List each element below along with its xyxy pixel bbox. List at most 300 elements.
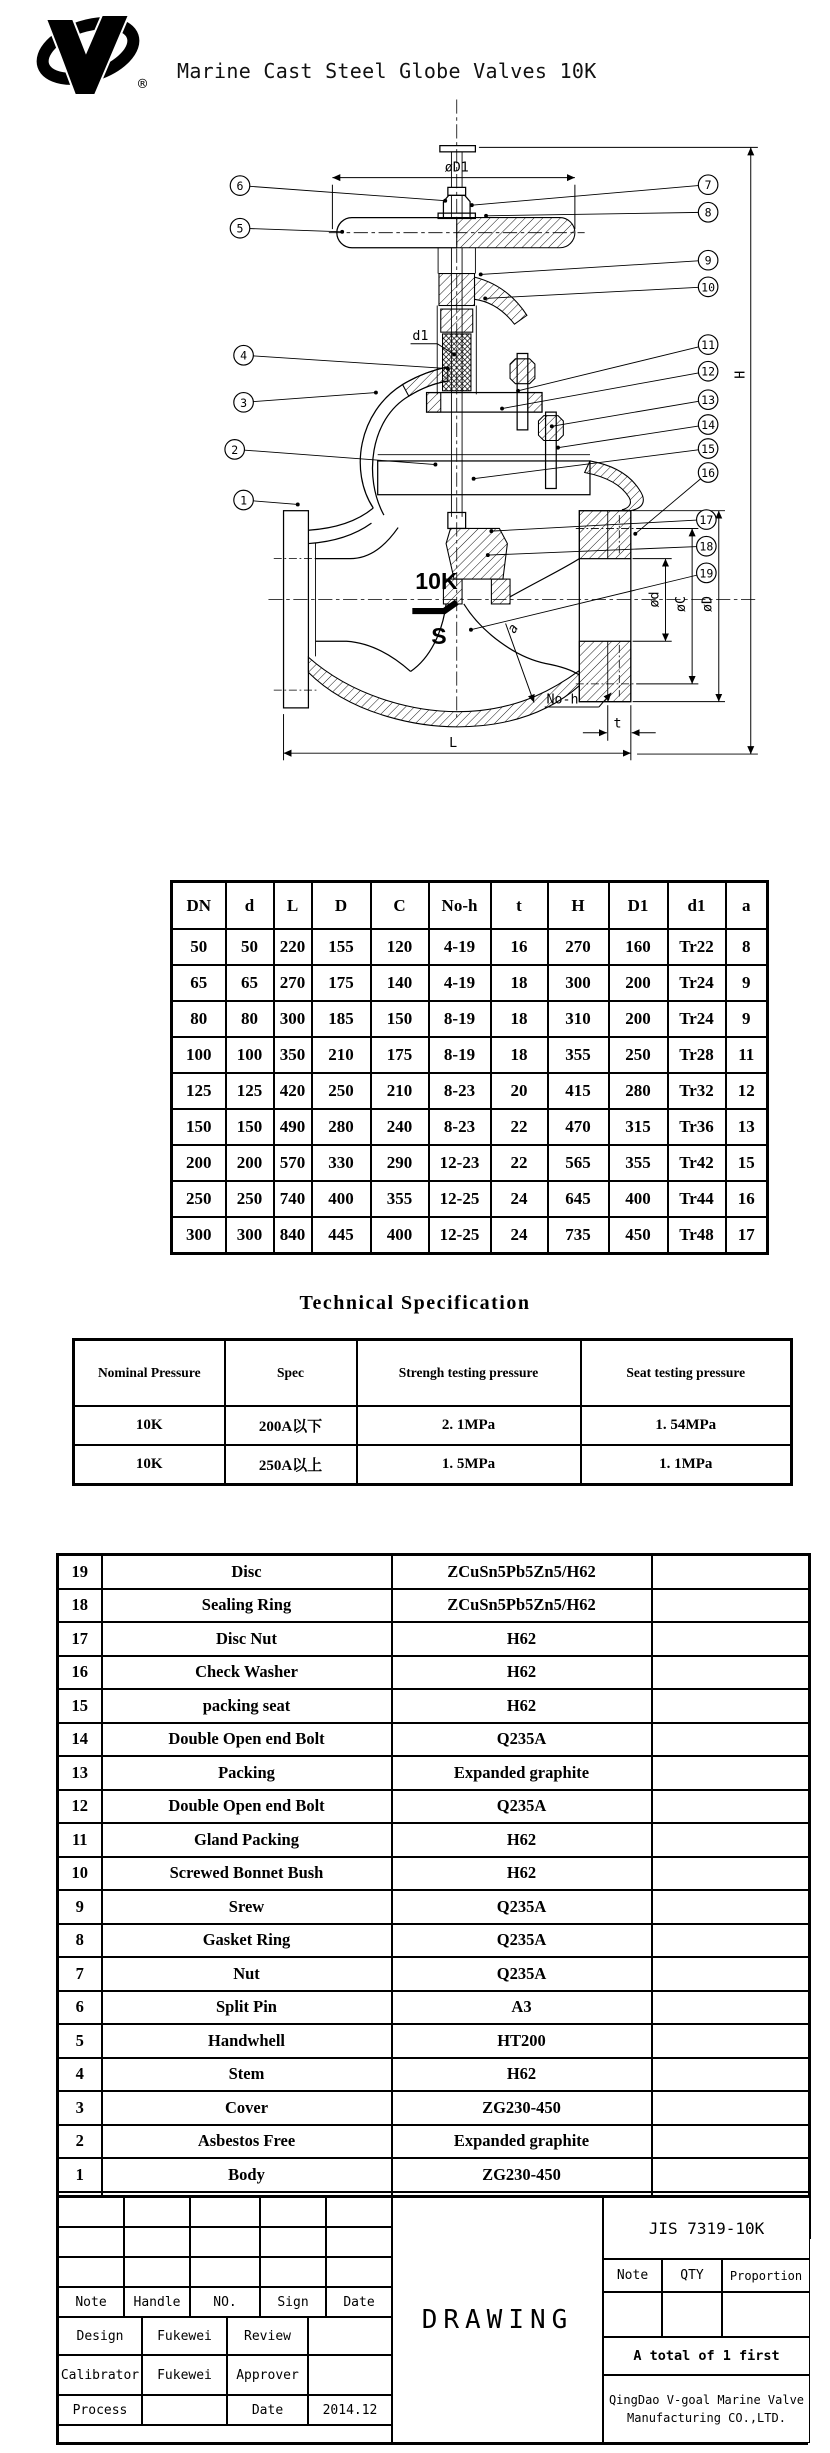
table-row xyxy=(58,1589,810,1623)
table-cell xyxy=(652,2125,810,2159)
table-cell: Tr48 xyxy=(668,1217,726,1254)
table-cell xyxy=(652,1957,810,1991)
svg-text:12: 12 xyxy=(701,364,716,379)
callout-11 xyxy=(698,335,718,355)
table-cell: d1 xyxy=(668,882,726,930)
table-cell: 840 xyxy=(274,1217,312,1254)
table-cell: 200 xyxy=(226,1145,274,1181)
table-cell: a xyxy=(726,882,768,930)
table-cell xyxy=(652,2058,810,2092)
table-cell: 420 xyxy=(274,1073,312,1109)
table-cell: ZCuSn5Pb5Zn5/H62 xyxy=(392,1555,652,1589)
table-row xyxy=(74,1445,792,1485)
table-cell: H xyxy=(548,882,609,930)
table-row xyxy=(58,1756,810,1790)
table-cell: 155 xyxy=(312,929,371,965)
table-cell: 490 xyxy=(274,1109,312,1145)
table-cell: 50 xyxy=(172,929,226,965)
table-cell: 80 xyxy=(226,1001,274,1037)
table-cell: 175 xyxy=(312,965,371,1001)
table-cell: 250 xyxy=(609,1037,668,1073)
callout-15 xyxy=(698,439,718,459)
table-cell: 4 xyxy=(58,2058,102,2092)
table-cell xyxy=(652,1555,810,1589)
empty-cell xyxy=(308,2317,392,2355)
table-cell: 200 xyxy=(172,1145,226,1181)
dim-label-t: t xyxy=(613,716,622,732)
table-cell: C xyxy=(371,882,429,930)
empty-cell xyxy=(190,2257,260,2287)
empty-cell xyxy=(603,2292,662,2337)
table-cell: 470 xyxy=(548,1109,609,1145)
table-cell: 150 xyxy=(226,1109,274,1145)
table-cell: 350 xyxy=(274,1037,312,1073)
table-cell: 3 xyxy=(58,2091,102,2125)
table-cell: 65 xyxy=(226,965,274,1001)
table-cell: 200 xyxy=(609,965,668,1001)
table-cell: 18 xyxy=(491,965,548,1001)
callout-13 xyxy=(698,390,718,410)
empty-cell xyxy=(58,2425,392,2443)
table-cell: H62 xyxy=(392,1823,652,1857)
table-cell: No-h xyxy=(429,882,491,930)
table-row xyxy=(58,1857,810,1891)
design-label: Design xyxy=(58,2317,142,2355)
dimension-table-header xyxy=(172,882,768,930)
table-cell xyxy=(652,1589,810,1623)
empty-cell xyxy=(58,2197,124,2227)
table-cell: 17 xyxy=(726,1217,768,1254)
table-cell xyxy=(652,1756,810,1790)
table-cell: Q235A xyxy=(392,1790,652,1824)
svg-text:9: 9 xyxy=(704,253,712,268)
table-cell: Packing xyxy=(102,1756,392,1790)
svg-text:8: 8 xyxy=(704,205,712,220)
table-cell: 300 xyxy=(274,1001,312,1037)
table-cell: 50 xyxy=(226,929,274,965)
table-cell: Spec xyxy=(225,1340,357,1407)
table-cell: 250 xyxy=(312,1073,371,1109)
table-cell: Tr22 xyxy=(668,929,726,965)
table-cell: Strengh testing pressure xyxy=(357,1340,581,1407)
table-cell: Srew xyxy=(102,1890,392,1924)
callout-8 xyxy=(698,202,718,222)
table-cell: 24 xyxy=(491,1181,548,1217)
table-row xyxy=(74,1406,792,1445)
check-washer xyxy=(440,146,476,152)
table-cell: 565 xyxy=(548,1145,609,1181)
handle-label: Handle xyxy=(124,2287,190,2317)
table-row xyxy=(58,1924,810,1958)
table-cell: ZG230-450 xyxy=(392,2091,652,2125)
review-label: Review xyxy=(227,2317,308,2355)
table-cell: Expanded graphite xyxy=(392,1756,652,1790)
callout-17 xyxy=(697,510,717,530)
empty-cell xyxy=(260,2227,326,2257)
table-cell: 240 xyxy=(371,1109,429,1145)
table-cell: Disc xyxy=(102,1555,392,1589)
table-row xyxy=(58,1991,810,2025)
callout-2 xyxy=(225,440,245,460)
table-row xyxy=(58,1622,810,1656)
table-cell xyxy=(652,2024,810,2058)
table-cell: Body xyxy=(102,2158,392,2192)
table-cell: 150 xyxy=(172,1109,226,1145)
table-cell: Split Pin xyxy=(102,1991,392,2025)
screwed-bonnet-bush xyxy=(439,274,475,306)
table-cell: 5 xyxy=(58,2024,102,2058)
table-cell: 19 xyxy=(58,1555,102,1589)
svg-text:10: 10 xyxy=(701,280,716,295)
table-cell: 9 xyxy=(726,1001,768,1037)
table-cell: 125 xyxy=(226,1073,274,1109)
table-cell: 125 xyxy=(172,1073,226,1109)
table-cell: Handwhell xyxy=(102,2024,392,2058)
table-cell: Tr42 xyxy=(668,1145,726,1181)
table-cell: 250 xyxy=(172,1181,226,1217)
table-cell xyxy=(652,1823,810,1857)
table-cell: 1. 1MPa xyxy=(581,1445,792,1485)
table-cell: 400 xyxy=(371,1217,429,1254)
table-cell: 270 xyxy=(274,965,312,1001)
company-name xyxy=(603,2375,810,2443)
table-cell: 10K xyxy=(74,1406,225,1445)
page-title: Marine Cast Steel Globe Valves 10K xyxy=(177,59,597,83)
date-label: Date xyxy=(326,2287,392,2317)
note2-label: Note xyxy=(603,2259,662,2292)
empty-cell xyxy=(326,2257,392,2287)
empty-cell xyxy=(326,2227,392,2257)
table-cell: 17 xyxy=(58,1622,102,1656)
table-cell: Seat testing pressure xyxy=(581,1340,792,1407)
table-cell xyxy=(652,1890,810,1924)
table-row xyxy=(58,1555,810,1589)
empty-cell xyxy=(190,2197,260,2227)
table-row xyxy=(58,2091,810,2125)
table-cell: 740 xyxy=(274,1181,312,1217)
table-cell: 355 xyxy=(548,1037,609,1073)
table-cell: Check Washer xyxy=(102,1656,392,1690)
table-row xyxy=(172,1217,768,1254)
table-row xyxy=(172,1037,768,1073)
table-cell: 355 xyxy=(609,1145,668,1181)
table-cell: Q235A xyxy=(392,1924,652,1958)
table-cell: Q235A xyxy=(392,1723,652,1757)
table-cell: Stem xyxy=(102,2058,392,2092)
table-cell: 270 xyxy=(548,929,609,965)
dim-label-Dflange: øD xyxy=(700,595,716,612)
tech-spec-header xyxy=(74,1340,792,1407)
dim-label-D1: øD1 xyxy=(444,160,469,176)
dim-label-d: ød xyxy=(647,591,663,608)
table-cell: Expanded graphite xyxy=(392,2125,652,2159)
svg-text:7: 7 xyxy=(704,178,712,193)
table-cell: A3 xyxy=(392,1991,652,2025)
vgoal-logo-icon xyxy=(16,5,176,100)
table-cell: 645 xyxy=(548,1181,609,1217)
tech-spec-table xyxy=(72,1338,793,1486)
svg-text:11: 11 xyxy=(701,338,716,353)
sheet-total: A total of 1 first xyxy=(603,2337,810,2375)
rating-10K: 10K xyxy=(415,567,458,594)
table-cell: 8-23 xyxy=(429,1073,491,1109)
table-row xyxy=(58,1890,810,1924)
table-row xyxy=(58,1689,810,1723)
svg-text:13: 13 xyxy=(701,393,716,408)
table-cell: 330 xyxy=(312,1145,371,1181)
table-cell: Q235A xyxy=(392,1890,652,1924)
table-cell: Gasket Ring xyxy=(102,1924,392,1958)
table-cell: 13 xyxy=(58,1756,102,1790)
table-cell: 200A以下 xyxy=(225,1406,357,1445)
table-cell: 1 xyxy=(58,2158,102,2192)
table-cell: 735 xyxy=(548,1217,609,1254)
table-cell: Tr44 xyxy=(668,1181,726,1217)
table-cell: 210 xyxy=(371,1073,429,1109)
table-cell: 16 xyxy=(726,1181,768,1217)
flow-arrow xyxy=(412,602,456,611)
no-label: NO. xyxy=(190,2287,260,2317)
table-cell xyxy=(652,1622,810,1656)
table-cell: 12 xyxy=(726,1073,768,1109)
table-cell: 160 xyxy=(609,929,668,965)
table-cell: 445 xyxy=(312,1217,371,1254)
table-cell: 200 xyxy=(609,1001,668,1037)
table-cell: Double Open end Bolt xyxy=(102,1790,392,1824)
table-cell: 8-23 xyxy=(429,1109,491,1145)
svg-text:1: 1 xyxy=(240,493,248,508)
table-cell xyxy=(652,1689,810,1723)
table-cell: Tr32 xyxy=(668,1073,726,1109)
svg-text:18: 18 xyxy=(699,539,714,554)
table-cell xyxy=(652,1857,810,1891)
qty-label: QTY xyxy=(662,2259,722,2292)
company-line-2: Manufacturing CO.,LTD. xyxy=(627,2411,786,2425)
process-label: Process xyxy=(58,2395,142,2425)
table-cell: H62 xyxy=(392,1656,652,1690)
table-cell: Disc Nut xyxy=(102,1622,392,1656)
table-cell: 210 xyxy=(312,1037,371,1073)
table-cell xyxy=(652,1991,810,2025)
svg-text:5: 5 xyxy=(236,221,244,236)
table-cell: 22 xyxy=(491,1145,548,1181)
table-cell: 15 xyxy=(726,1145,768,1181)
empty-cell xyxy=(662,2292,722,2337)
table-row xyxy=(172,1181,768,1217)
outlet-flange xyxy=(576,511,635,702)
dim-label-No-h: No-h xyxy=(546,692,579,708)
title-block xyxy=(56,2195,808,2445)
empty-cell xyxy=(308,2355,392,2395)
svg-text:16: 16 xyxy=(701,465,716,480)
table-cell: 1. 5MPa xyxy=(357,1445,581,1485)
table-cell xyxy=(652,1790,810,1824)
dim-label-a: a xyxy=(504,621,522,637)
table-cell: 2 xyxy=(58,2125,102,2159)
callout-19 xyxy=(697,563,717,583)
table-cell: Nut xyxy=(102,1957,392,1991)
table-cell: Sealing Ring xyxy=(102,1589,392,1623)
sealing-ring xyxy=(491,579,510,604)
packing xyxy=(443,334,471,391)
table-cell: 310 xyxy=(548,1001,609,1037)
table-cell: ZG230-450 xyxy=(392,2158,652,2192)
table-cell: 13 xyxy=(726,1109,768,1145)
table-cell: 400 xyxy=(312,1181,371,1217)
table-cell: Asbestos Free xyxy=(102,2125,392,2159)
callout-6 xyxy=(230,176,250,196)
table-cell: Screwed Bonnet Bush xyxy=(102,1857,392,1891)
table-cell: 12-25 xyxy=(429,1217,491,1254)
empty-cell xyxy=(260,2257,326,2287)
approver-label: Approver xyxy=(227,2355,308,2395)
table-cell: 16 xyxy=(58,1656,102,1690)
table-cell: 290 xyxy=(371,1145,429,1181)
table-cell: H62 xyxy=(392,1857,652,1891)
table-cell: 280 xyxy=(609,1073,668,1109)
table-row xyxy=(58,1790,810,1824)
table-cell: 11 xyxy=(58,1823,102,1857)
table-cell: 450 xyxy=(609,1217,668,1254)
proportion-label: Proportion xyxy=(722,2259,810,2292)
table-cell: Nominal Pressure xyxy=(74,1340,225,1407)
table-cell: 140 xyxy=(371,965,429,1001)
table-cell: 100 xyxy=(226,1037,274,1073)
table-cell: 18 xyxy=(58,1589,102,1623)
table-row xyxy=(58,1823,810,1857)
table-cell: D xyxy=(312,882,371,930)
table-cell: 415 xyxy=(548,1073,609,1109)
svg-text:14: 14 xyxy=(701,417,716,432)
table-cell: 65 xyxy=(172,965,226,1001)
standard-number: JIS 7319-10K xyxy=(603,2197,810,2259)
table-cell: H62 xyxy=(392,1622,652,1656)
table-cell: Tr28 xyxy=(668,1037,726,1073)
parts-list-table xyxy=(56,1553,811,2239)
table-cell: 24 xyxy=(491,1217,548,1254)
valve-cross-section-drawing xyxy=(0,95,830,850)
table-cell: 300 xyxy=(226,1217,274,1254)
table-cell: H62 xyxy=(392,1689,652,1723)
table-cell xyxy=(652,1656,810,1690)
table-cell: DN xyxy=(172,882,226,930)
table-cell: 8-19 xyxy=(429,1001,491,1037)
table-cell: 20 xyxy=(491,1073,548,1109)
design-name: Fukewei xyxy=(142,2317,227,2355)
table-cell: 280 xyxy=(312,1109,371,1145)
callout-4 xyxy=(234,345,254,365)
table-cell: 8-19 xyxy=(429,1037,491,1073)
table-cell: 12 xyxy=(58,1790,102,1824)
table-cell: 9 xyxy=(726,965,768,1001)
table-cell: Tr24 xyxy=(668,1001,726,1037)
table-cell: 250A以上 xyxy=(225,1445,357,1485)
table-cell: 9 xyxy=(58,1890,102,1924)
table-cell: 6 xyxy=(58,1991,102,2025)
registered-mark: ® xyxy=(138,75,148,93)
table-cell: packing seat xyxy=(102,1689,392,1723)
empty-cell xyxy=(190,2227,260,2257)
empty-cell xyxy=(142,2395,227,2425)
callout-3 xyxy=(234,393,254,413)
svg-text:17: 17 xyxy=(699,513,714,528)
callout-10 xyxy=(698,277,718,297)
table-row xyxy=(58,2158,810,2192)
note-label: Note xyxy=(58,2287,124,2317)
table-row xyxy=(58,1723,810,1757)
table-cell: 15 xyxy=(58,1689,102,1723)
table-row xyxy=(172,929,768,965)
svg-text:2: 2 xyxy=(231,442,239,457)
table-cell: 18 xyxy=(491,1001,548,1037)
empty-cell xyxy=(260,2197,326,2227)
svg-text:6: 6 xyxy=(236,179,244,194)
callout-5 xyxy=(230,218,250,238)
table-cell: Tr24 xyxy=(668,965,726,1001)
table-cell: 12-23 xyxy=(429,1145,491,1181)
table-cell: 7 xyxy=(58,1957,102,1991)
table-cell: HT200 xyxy=(392,2024,652,2058)
table-cell: 8 xyxy=(58,1924,102,1958)
dim-label-d1: d1 xyxy=(412,329,429,345)
table-cell xyxy=(652,2091,810,2125)
callout-14 xyxy=(698,415,718,435)
table-cell: 4-19 xyxy=(429,965,491,1001)
calibrator-label: Calibrator xyxy=(58,2355,142,2395)
empty-cell xyxy=(124,2257,190,2287)
calibrator-name: Fukewei xyxy=(142,2355,227,2395)
table-cell: 12-25 xyxy=(429,1181,491,1217)
drawing-word: DRAWING xyxy=(421,2305,574,2335)
table-cell: 16 xyxy=(491,929,548,965)
svg-text:19: 19 xyxy=(699,566,714,581)
rating-S: S xyxy=(431,622,447,649)
dim-label-H: H xyxy=(733,370,749,379)
date-value: 2014.12 xyxy=(308,2395,392,2425)
table-cell: 315 xyxy=(609,1109,668,1145)
table-cell: Double Open end Bolt xyxy=(102,1723,392,1757)
callout-18 xyxy=(697,536,717,556)
table-row xyxy=(58,2058,810,2092)
empty-cell xyxy=(326,2197,392,2227)
table-cell xyxy=(652,2158,810,2192)
table-row xyxy=(58,1957,810,1991)
gland-packing xyxy=(441,309,473,332)
table-cell: 11 xyxy=(726,1037,768,1073)
table-cell: 10 xyxy=(58,1857,102,1891)
table-row xyxy=(172,1145,768,1181)
table-row xyxy=(58,1656,810,1690)
table-cell: L xyxy=(274,882,312,930)
table-cell: 150 xyxy=(371,1001,429,1037)
table-cell xyxy=(652,1723,810,1757)
table-cell: 18 xyxy=(491,1037,548,1073)
table-cell: 14 xyxy=(58,1723,102,1757)
empty-cell xyxy=(124,2227,190,2257)
empty-cell xyxy=(58,2257,124,2287)
table-cell: 355 xyxy=(371,1181,429,1217)
table-cell: 300 xyxy=(548,965,609,1001)
table-row xyxy=(172,1109,768,1145)
table-cell: 22 xyxy=(491,1109,548,1145)
table-cell: 80 xyxy=(172,1001,226,1037)
table-cell: 120 xyxy=(371,929,429,965)
table-cell: Tr36 xyxy=(668,1109,726,1145)
tech-spec-title: Technical Specification xyxy=(299,1292,531,1314)
table-cell: Q235A xyxy=(392,1957,652,1991)
callout-12 xyxy=(698,361,718,381)
dim-label-C: øC xyxy=(674,595,690,612)
